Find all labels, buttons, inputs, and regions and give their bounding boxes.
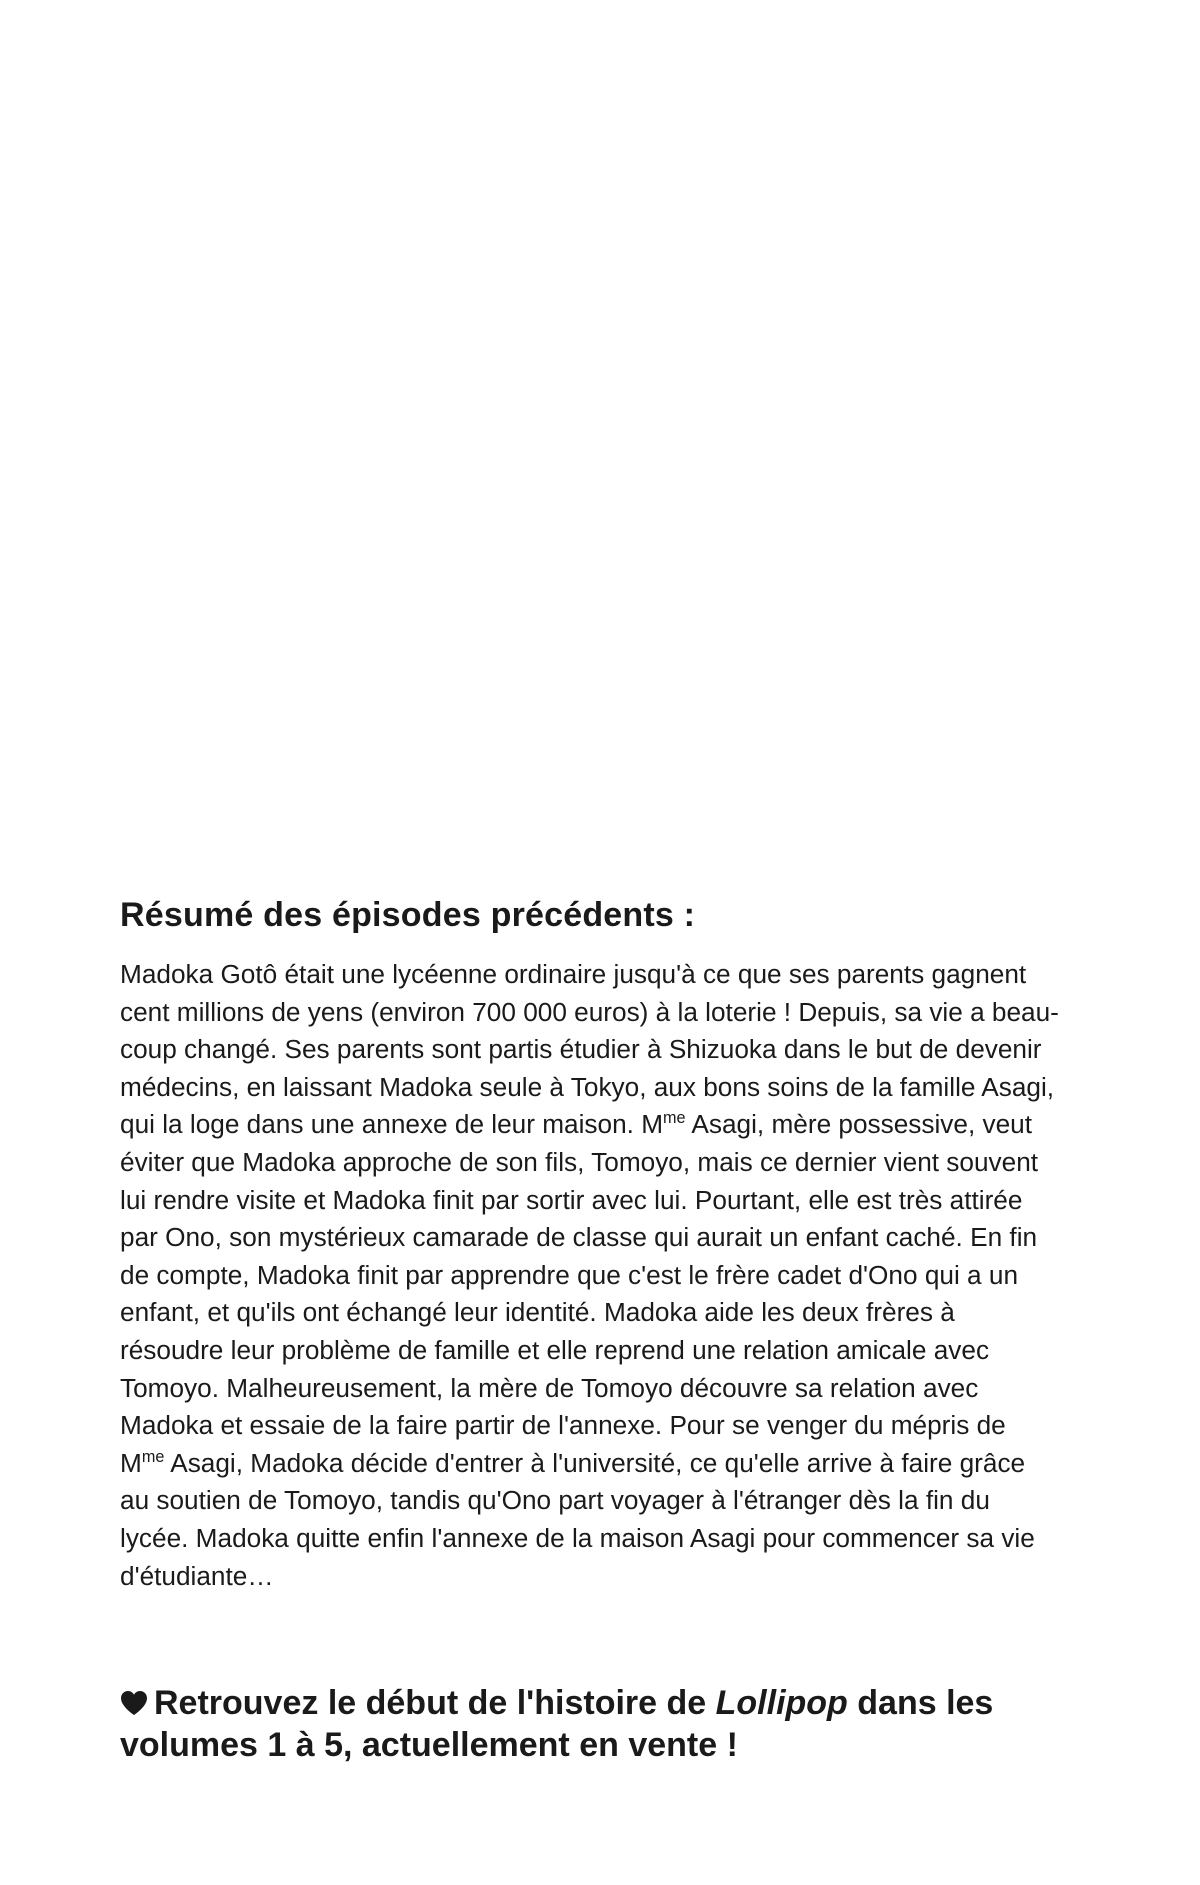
summary-line xyxy=(120,1106,1110,1144)
summary-line: Tomoyo. Malheureusement, la mère de Tomoyo découvre sa relation avec xyxy=(120,1372,979,1403)
promo-text: Retrouvez le début de l'histoire de xyxy=(154,1684,716,1722)
promo-line xyxy=(120,1682,1110,1724)
summary-heading: Résumé des épisodes précédents : xyxy=(120,896,696,934)
summary-text: Asagi, Madoka décide d'entrer à l'université, ce qu'elle arrive à faire grâce xyxy=(164,1447,1026,1478)
summary-line: par Ono, son mystérieux camarade de classe qui aurait un enfant caché. En fin xyxy=(120,1222,1038,1253)
summary-line: médecins, en laissant Madoka seule à Tokyo, aux bons soins de la famille Asagi, xyxy=(120,1071,1055,1102)
summary-line: Madoka et essaie de la faire partir de l'annexe. Pour se venger du mépris de xyxy=(120,1410,1006,1441)
summary-line: au soutien de Tomoyo, tandis qu'Ono part voyager à l'étranger dès la fin du xyxy=(120,1485,990,1516)
promo-text: dans les xyxy=(847,1684,994,1722)
summary-line: enfant, et qu'ils ont échangé leur identité. Madoka aide les deux frères à xyxy=(120,1297,955,1328)
summary-line: lui rendre visite et Madoka finit par sortir avec lui. Pourtant, elle est très attirée xyxy=(120,1184,1023,1215)
summary-line: éviter que Madoka approche de son fils, Tomoyo, mais ce dernier vient souvent xyxy=(120,1146,1039,1177)
superscript: me xyxy=(663,1109,686,1128)
summary-line: lycée. Madoka quitte enfin l'annexe de la maison Asagi pour commencer sa vie xyxy=(120,1522,1035,1553)
summary-line: coup changé. Ses parents sont partis étudier à Shizuoka dans le but de devenir xyxy=(120,1034,1042,1065)
summary-paragraph xyxy=(120,956,1110,1595)
summary-line: cent millions de yens (environ 700 000 euros) à la loterie ! Depuis, sa vie a beau- xyxy=(120,996,1059,1027)
heart-icon xyxy=(120,1690,148,1716)
promo-line: volumes 1 à 5, actuellement en vente ! xyxy=(120,1726,738,1764)
summary-line: de compte, Madoka finit par apprendre que c'est le frère cadet d'Ono qui a un xyxy=(120,1259,1019,1290)
series-title: Lollipop xyxy=(715,1684,848,1722)
summary-text: Asagi, mère possessive, veut xyxy=(685,1109,1033,1140)
summary-line: résoudre leur problème de famille et elle reprend une relation amicale avec xyxy=(120,1334,990,1365)
superscript: me xyxy=(141,1447,165,1466)
summary-line: Madoka Gotô était une lycéenne ordinaire jusqu'à ce que ses parents gagnent xyxy=(120,959,1027,989)
summary-line xyxy=(120,1445,1110,1483)
summary-text: qui la loge dans une annexe de leur maison. M xyxy=(120,1109,664,1140)
promo-callout xyxy=(120,1682,1110,1766)
summary-line: d'étudiante… xyxy=(120,1560,274,1591)
summary-text: M xyxy=(120,1447,142,1478)
